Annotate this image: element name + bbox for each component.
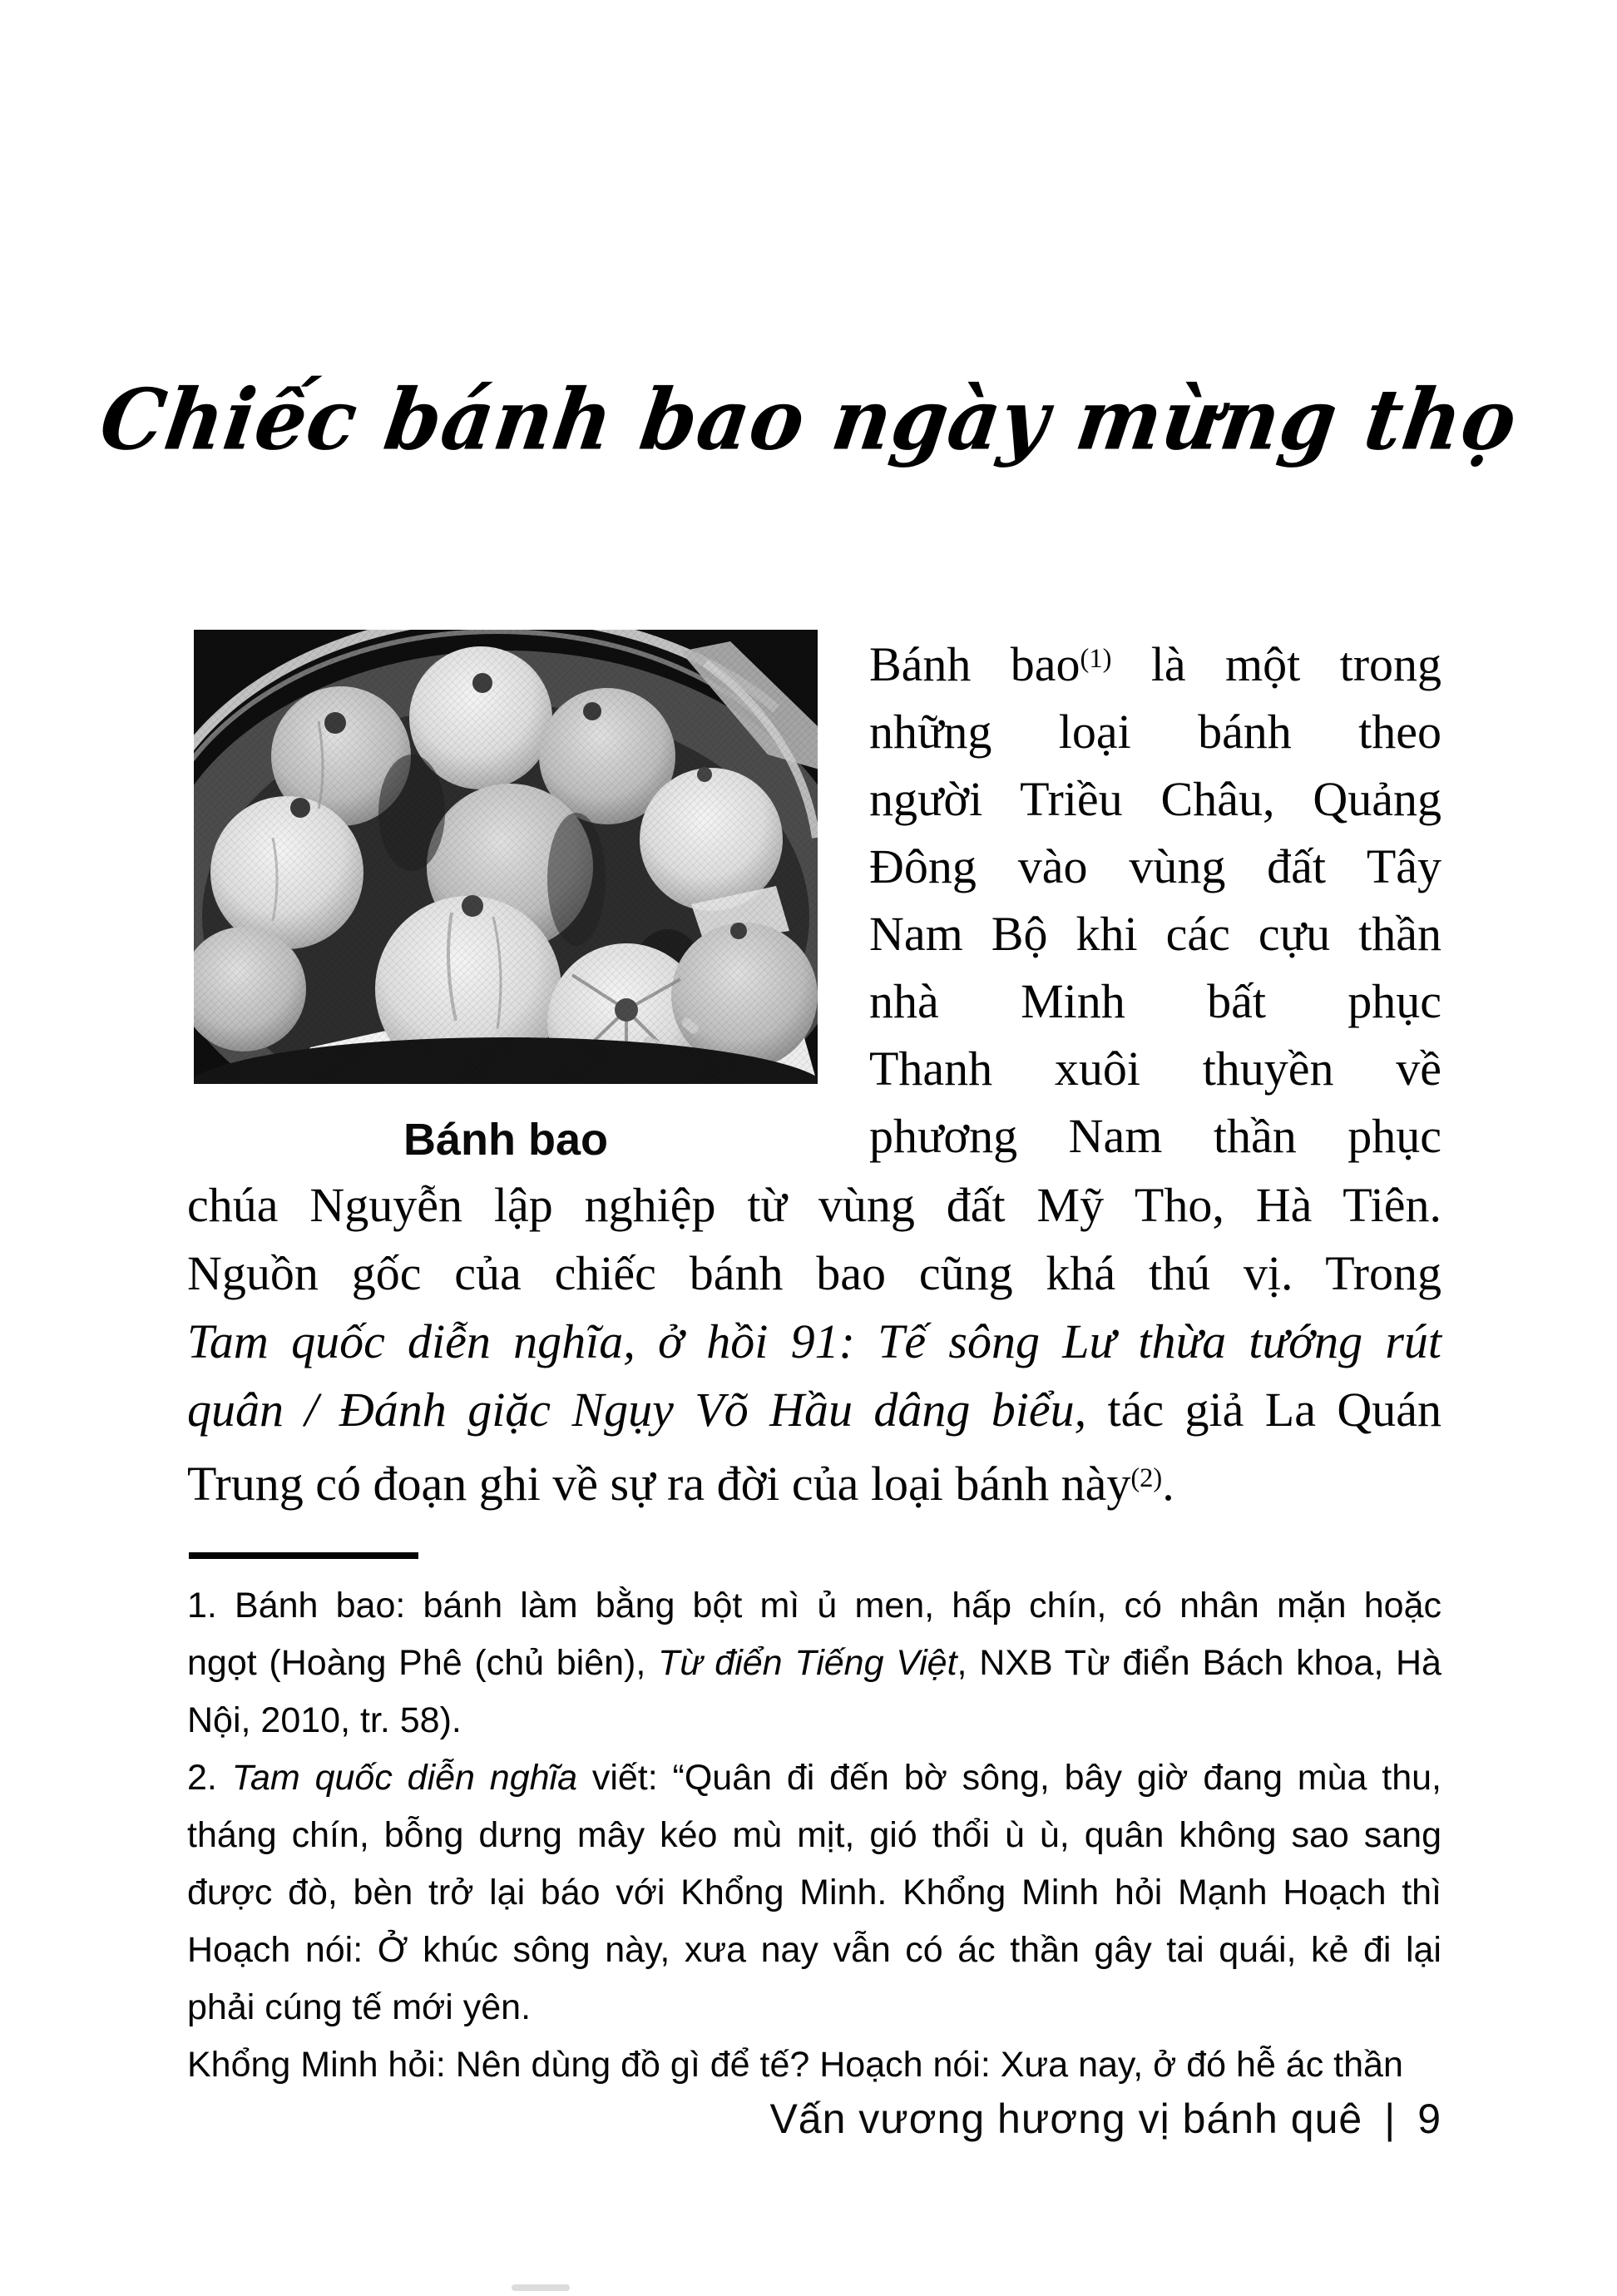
footnote-text: 2. <box>187 1758 232 1798</box>
body-text-italic: quân / Đánh giặc Ngụy Võ Hầu dâng biểu, <box>187 1383 1087 1437</box>
body-line: những loại bánh theo <box>869 705 1441 760</box>
body-text: Trung có đoạn ghi về sự ra đời của loại bánh này <box>187 1457 1131 1512</box>
body-column <box>869 626 1441 1170</box>
footer-separator: | <box>1384 2096 1397 2142</box>
footnote-line: Nội, 2010, tr. 58). <box>187 1700 462 1740</box>
body-line: Nguồn gốc của chiếc bánh bao cũng khá thú vị. Trong <box>187 1246 1441 1300</box>
body-line <box>187 1376 1441 1444</box>
banh-bao-photo <box>194 630 818 1084</box>
body-line: phương Nam thần phục <box>869 1109 1441 1164</box>
scan-smudge <box>512 2284 570 2291</box>
footnote-line <box>187 1635 1441 1692</box>
body-text: tác giả La Quán <box>1086 1383 1441 1437</box>
body-line <box>187 1444 1441 1518</box>
page-footer <box>769 2095 1441 2143</box>
figure <box>194 630 818 1165</box>
body-line <box>869 626 1441 698</box>
footer-page-number: 9 <box>1417 2096 1441 2142</box>
footnote-line <box>187 1749 1441 1807</box>
footnote-text-italic: Tam quốc diễn nghĩa <box>231 1758 577 1798</box>
footnote-text: viết: “Quân đi đến bờ sông, bây giờ đang mùa thu, <box>577 1758 1442 1798</box>
footnote-ref-1: (1) <box>1080 644 1112 674</box>
body-line: nhà Minh bất phục <box>869 974 1441 1029</box>
footnote-line: 1. Bánh bao: bánh làm bằng bột mì ủ men, hấp chín, có nhân mặn hoặc <box>187 1586 1441 1626</box>
body-text: là một trong <box>1111 637 1442 692</box>
footnote-line: Khổng Minh hỏi: Nên dùng đồ gì để tế? Hoạch nói: Xưa nay, ở đó hễ ác thần <box>187 2045 1403 2085</box>
body-line: Đông vào vùng đất Tây <box>869 839 1441 894</box>
body-line: chúa Nguyễn lập nghiệp từ vùng đất Mỹ Tho, Hà Tiên. <box>187 1178 1441 1232</box>
body-line: Nam Bộ khi các cựu thần <box>869 907 1441 962</box>
footnote-line: phải cúng tế mới yên. <box>187 1987 532 2027</box>
page-title-text: Chiếc bánh bao ngày mừng thọ <box>94 370 1523 469</box>
figure-caption: Bánh bao <box>403 1115 608 1165</box>
footnote-line: Hoạch nói: Ở khúc sông này, xưa nay vẫn có ác thần gây tai quái, kẻ đi lại <box>187 1930 1441 1970</box>
footnote-line: được đò, bèn trở lại báo với Khổng Minh. Khổng Minh hỏi Mạnh Hoạch thì <box>187 1873 1441 1913</box>
footnotes <box>187 1577 1441 2094</box>
body-paragraph <box>187 1171 1441 1518</box>
footnote-rule <box>189 1552 418 1559</box>
body-line: Thanh xuôi thuyền về <box>869 1042 1441 1096</box>
footnote-ref-2: (2) <box>1130 1463 1163 1493</box>
body-text: . <box>1162 1457 1174 1512</box>
footnote-text: , NXB Từ điển Bách khoa, Hà <box>957 1643 1441 1683</box>
footnote-text-italic: Từ điển Tiếng Việt <box>658 1643 957 1683</box>
footnote-text: ngọt (Hoàng Phê (chủ biên), <box>187 1643 659 1683</box>
footnote-line: tháng chín, bỗng dưng mây kéo mù mịt, gió thổi ù ù, quân không sao sang <box>187 1815 1441 1855</box>
page-title <box>0 370 1617 469</box>
footer-text: Vấn vương hương vị bánh quê <box>769 2096 1363 2142</box>
body-line: người Triều Châu, Quảng <box>869 772 1441 827</box>
body-line: Tam quốc diễn nghĩa, ở hồi 91: Tế sông Lư thừa tướng rút <box>187 1314 1441 1368</box>
body-text: Bánh bao <box>869 637 1080 692</box>
